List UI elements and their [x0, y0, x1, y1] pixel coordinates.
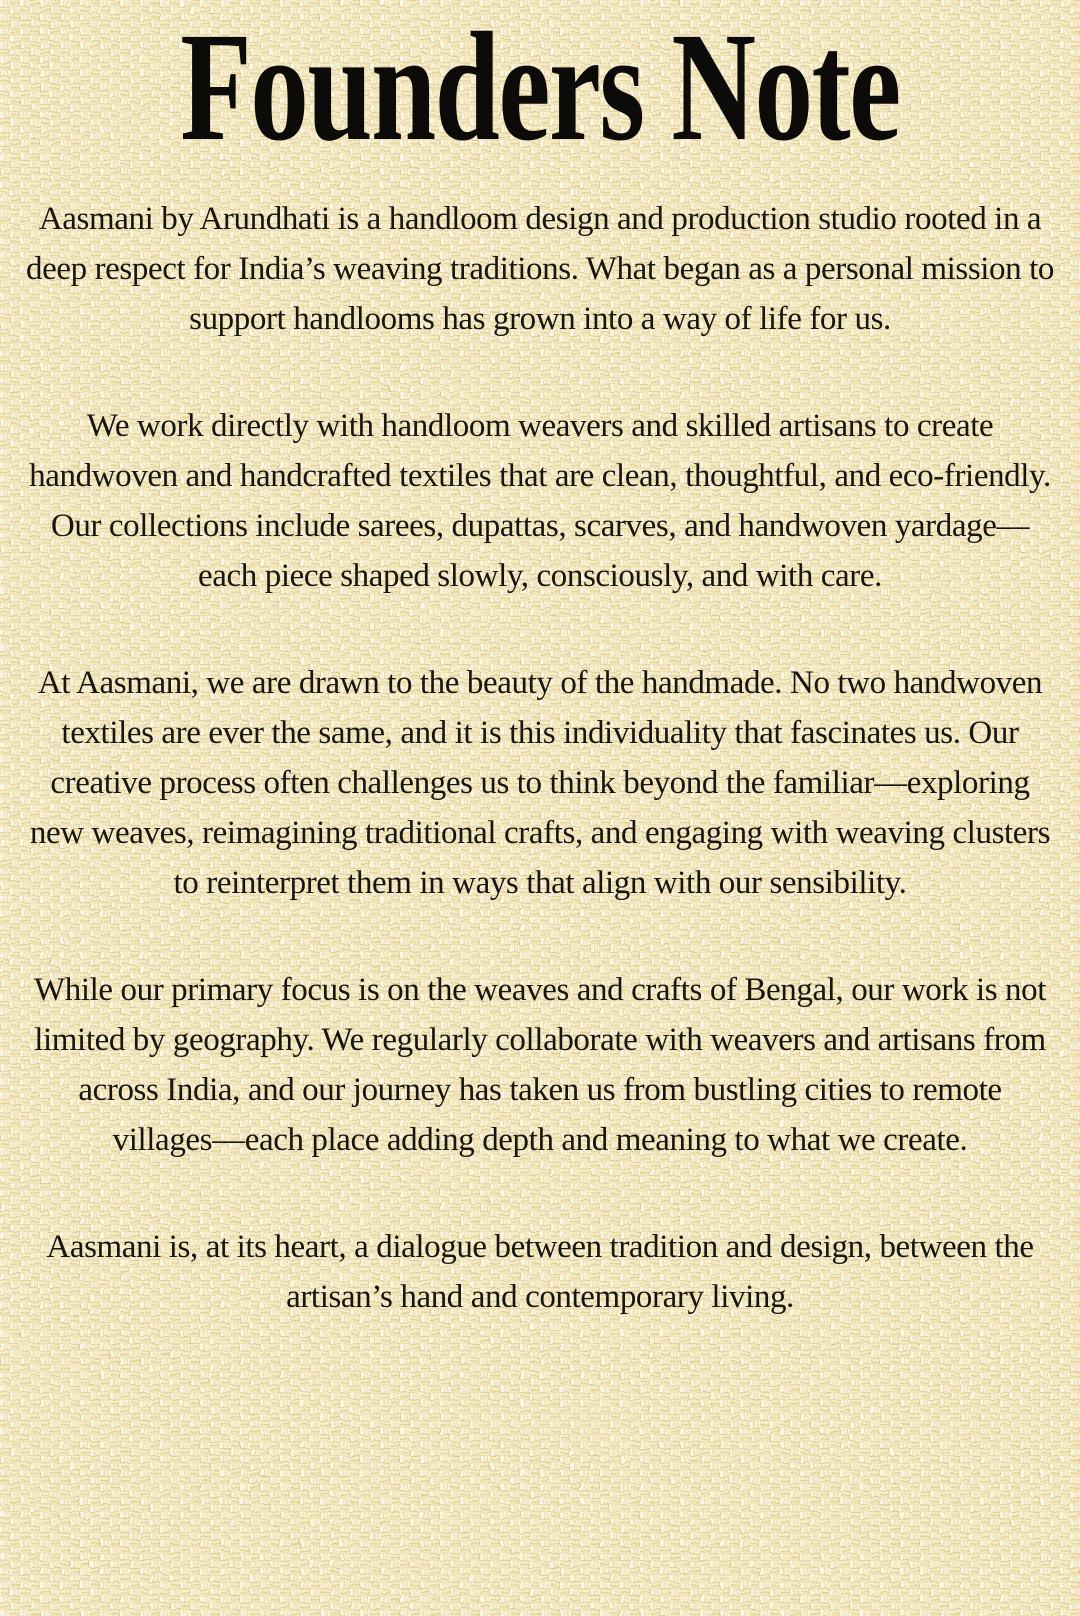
- founders-note-paragraph-1: Aasmani by Arundhati is a handloom design and production studio rooted in a deep respect for India’s weaving traditions. What began as a personal mission to support handlooms has grown into a way of life for us.: [26, 201, 1054, 338]
- founders-note-paragraph-5: Aasmani is, at its heart, a dialogue between tradition and design, between the artisan’s hand and contemporary living.: [46, 1229, 1034, 1316]
- founders-note-paragraph-3: At Aasmani, we are drawn to the beauty of the handmade. No two handwoven textiles are ever the same, and it is this individuality that fascinates us. Our creative process often challenges us to think beyond the familiar—exploring new weaves, reimagining traditional crafts, and engaging with weaving clusters to reinterpret them in ways that align with our sensibility.: [29, 665, 1051, 902]
- founders-note-paragraph-4: While our primary focus is on the weaves and crafts of Bengal, our work is not limited by geography. We regularly collaborate with weavers and artisans from across India, and our journey has taken us from bustling cities to remote villages—each place adding depth and meaning to what we create.: [34, 972, 1046, 1159]
- founders-note-paragraph-2: We work directly with handloom weavers and skilled artisans to create handwoven and handcrafted textiles that are clean, thoughtful, and eco-friendly. Our collections include sarees, dupattas, scarves, and handwoven yardage—each piece shaped slowly, consciously, and with care.: [29, 408, 1051, 595]
- page-title: Founders Note: [180, 0, 900, 173]
